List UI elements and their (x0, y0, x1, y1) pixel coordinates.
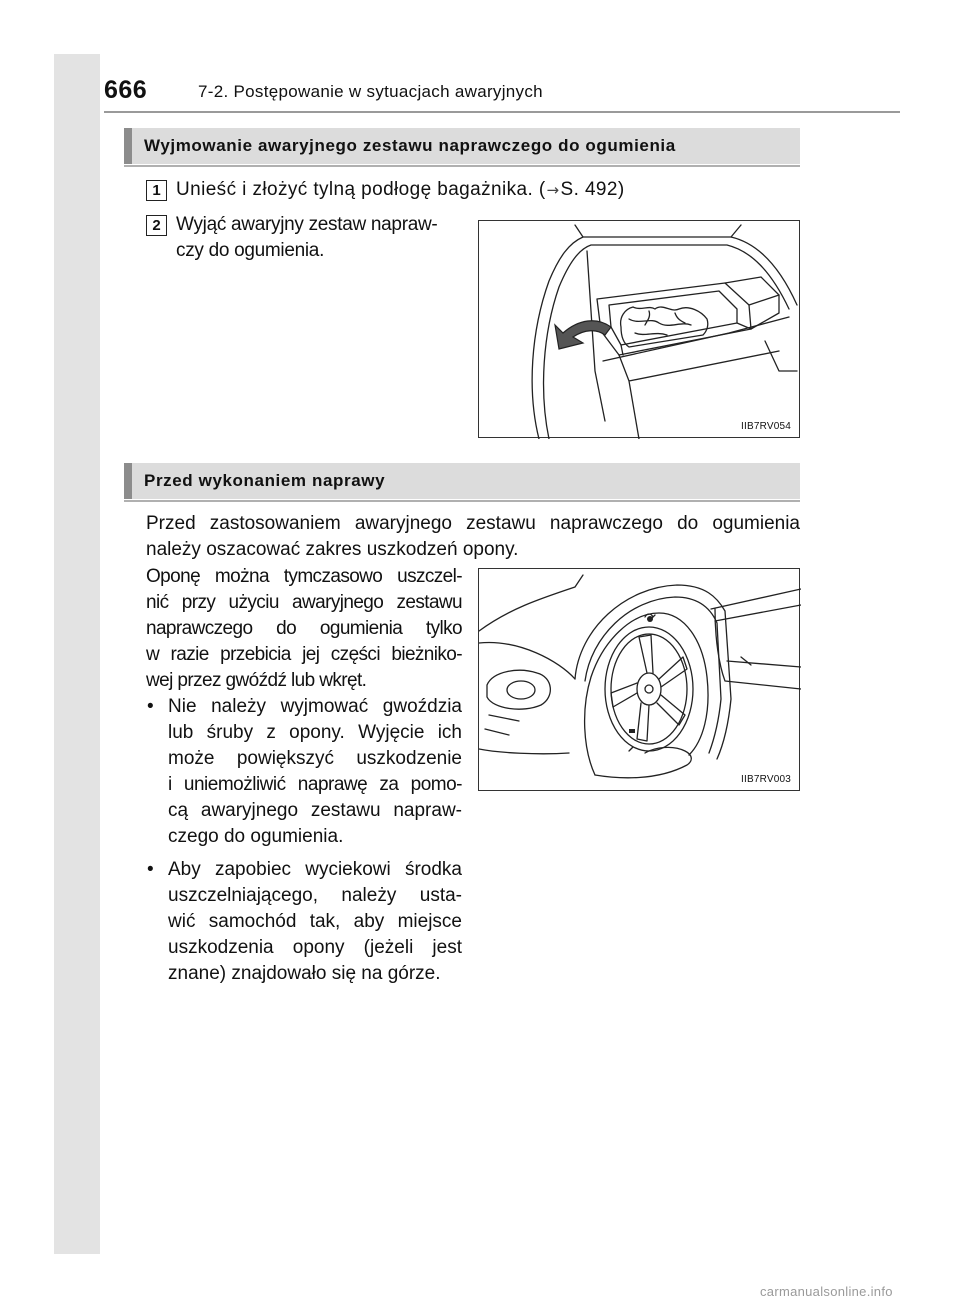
bullet-line: uszkodzenia opony (jeżeli jest (168, 937, 462, 958)
nail-icon (647, 616, 653, 622)
para-line: Oponę można tymczasowo uszczel- (146, 566, 462, 587)
remove-arrow-icon (555, 321, 611, 349)
bullet-line: cą awaryjnego zestawu napraw- (168, 800, 462, 821)
step-1-text-before: Unieść i złożyć tylną podłogę bagażnika. ( (176, 179, 546, 200)
section-heading-before-repair (124, 463, 800, 499)
bullet-line: może powiększyć uszkodzenie (168, 748, 462, 769)
bullet-line: uszczelniającego, należy usta- (168, 885, 462, 906)
page-number: 666 (104, 76, 148, 104)
bullet-line: Nie należy wyjmować gwoździa (168, 696, 462, 717)
section-title: Przed wykonaniem naprawy (144, 471, 386, 490)
bullet-line: czego do ogumienia. (168, 826, 344, 847)
figure-trunk-repair-kit (478, 220, 800, 438)
bullet-line: znane) znajdowało się na górze. (168, 963, 441, 984)
bullet-line: wić samochód tak, aby miejsce (168, 911, 462, 932)
figure-code: IIB7RV003 (741, 774, 791, 785)
step-1-text-after: S. 492) (560, 179, 625, 200)
figure-code: IIB7RV054 (741, 421, 791, 432)
punctured-tire-illustration (479, 569, 801, 792)
bullet-marker: • (147, 859, 154, 880)
bullet-marker: • (147, 696, 154, 717)
watermark: carmanualsonline.info (760, 1284, 893, 1299)
step-number-2: 2 (146, 215, 167, 236)
trunk-illustration (479, 221, 801, 439)
valve-icon (629, 729, 635, 733)
section-heading-removing-kit (124, 128, 800, 164)
bullet-text (168, 694, 462, 850)
page-side-band (54, 54, 100, 1254)
para-line: naprawczego do ogumienia tylko (146, 618, 462, 639)
intro-line: Przed zastosowaniem awaryjnego zestawu naprawczego do ogumienia (146, 513, 800, 534)
para-line: w razie przebicia jej części bieżniko- (146, 644, 462, 665)
intro-line: należy oszacować zakres uszkodzeń opony. (146, 539, 519, 560)
intro-paragraph (146, 511, 800, 563)
reference-arrow-icon: → (546, 181, 560, 199)
step-2-line: Wyjąć awaryjny zestaw napraw- (176, 214, 438, 235)
bullet-line: lub śruby z opony. Wyjęcie ich (168, 722, 462, 743)
para-line: nić przy użyciu awaryjnego zestawu (146, 592, 462, 613)
tire-condition-paragraph (146, 564, 462, 694)
step-2-line: czy do ogumienia. (176, 240, 325, 261)
para-line: wej przez gwóźdź lub wkręt. (146, 670, 367, 691)
bullet-text (168, 857, 462, 987)
chapter-title: 7-2. Postępowanie w sytuacjach awaryjnych (198, 82, 543, 101)
bullet-line: Aby zapobiec wyciekowi środka (168, 859, 462, 880)
header-rule (104, 111, 900, 113)
step-1-text (176, 177, 625, 203)
section-title: Wyjmowanie awaryjnego zestawu naprawczego do ogumienia (144, 136, 676, 155)
step-2-text (176, 212, 466, 264)
step-number-1: 1 (146, 180, 167, 201)
bullet-line: i uniemożliwić naprawę za pomo- (168, 774, 462, 795)
figure-punctured-tire (478, 568, 800, 791)
